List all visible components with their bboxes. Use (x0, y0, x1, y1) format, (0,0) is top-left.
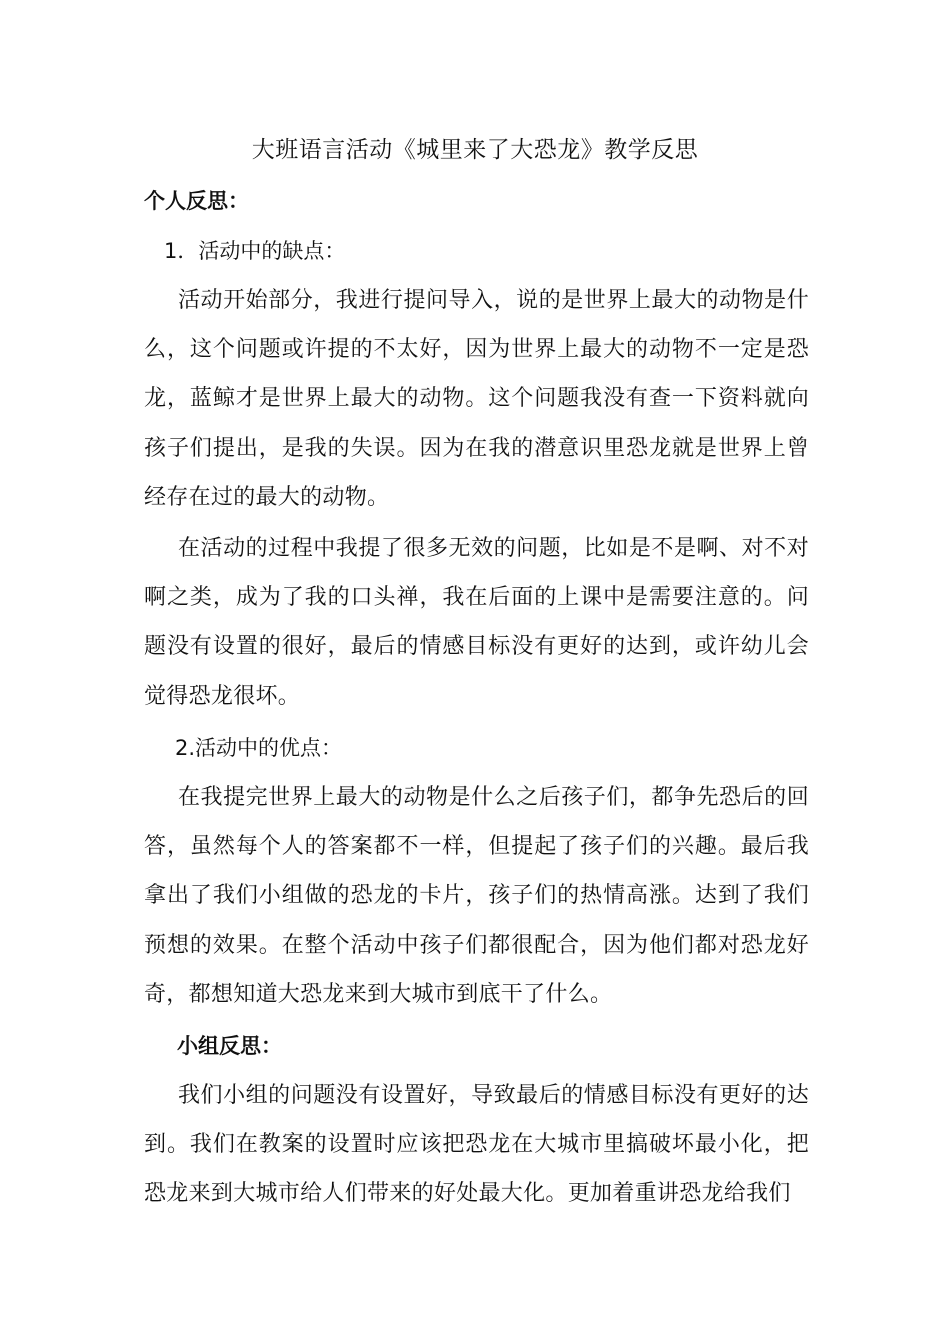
paragraph-weakness-2: 在活动的过程中我提了很多无效的问题，比如是不是啊、对不对啊之类，成为了我的口头禅，我在后面的上课中是需要注意的。问题没有设置的很好，最后的情感目标没有更好的达到，或许幼儿会觉得恐龙很坏。 (144, 536, 809, 709)
paragraph-group: 我们小组的问题没有设置好，导致最后的情感目标没有更好的达到。我们在教案的设置时应该把恐龙在大城市里搞破坏最小化，把恐龙来到大城市给人们带来的好处最大化。更加着重讲恐龙给我们 (144, 1083, 809, 1207)
document-title: 大班语言活动《城里来了大恐龙》教学反思 (251, 137, 699, 163)
group-reflection-heading: 小组反思： (177, 1034, 282, 1058)
strength-subheading: 2.活动中的优点： (175, 736, 343, 760)
personal-reflection-heading: 个人反思： (144, 189, 249, 213)
paragraph-weakness-1: 活动开始部分，我进行提问导入，说的是世界上最大的动物是什么，这个问题或许提的不太好，因为世界上最大的动物不一定是恐龙，蓝鲸才是世界上最大的动物。这个问题我没有查一下资料就向孩子们提出，是我的失误。因为在我的潜意识里恐龙就是世界上曾经存在过的最大的动物。 (144, 288, 809, 510)
weakness-subheading: 1．活动中的缺点： (164, 239, 346, 263)
paragraph-strength: 在我提完世界上最大的动物是什么之后孩子们，都争先恐后的回答，虽然每个人的答案都不一样，但提起了孩子们的兴趣。最后我拿出了我们小组做的恐龙的卡片，孩子们的热情高涨。达到了我们预想的效果。在整个活动中孩子们都很配合，因为他们都对恐龙好奇，都想知道大恐龙来到大城市到底干了什么。 (144, 785, 809, 1007)
